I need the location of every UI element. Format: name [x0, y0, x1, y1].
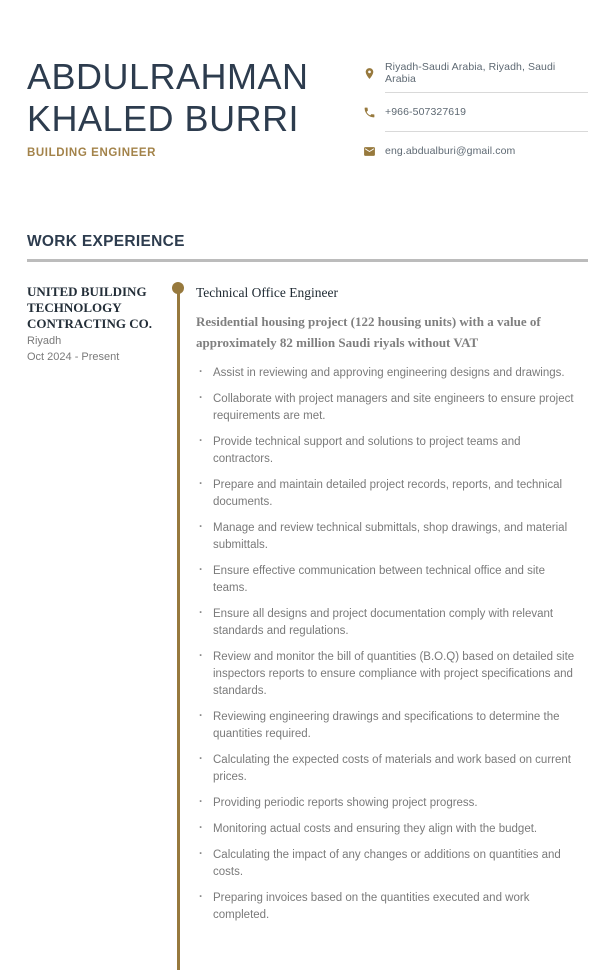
bullet-item: · Provide technical support and solutions to project teams and contractors. [196, 434, 576, 468]
project-summary: Residential housing project (122 housing units) with a value of approximately 82 million Saudi riyals without VAT [196, 314, 541, 350]
timeline-line [177, 290, 180, 970]
contact-location-text: Riyadh-Saudi Arabia, Riyadh, Saudi Arabia [385, 61, 556, 85]
company-location: Riyadh [27, 335, 62, 347]
bullet-item: · Calculating the expected costs of materials and work based on current prices. [196, 752, 576, 786]
bullet-item: · Monitoring actual costs and ensuring they align with the budget. [196, 821, 576, 838]
company-name: UNITED BUILDING TECHNOLOGY CONTRACTING CO. [27, 284, 152, 331]
bullet-item: · Manage and review technical submittals, shop drawings, and material submittals. [196, 520, 576, 554]
bullet-item: · Ensure all designs and project documentation comply with relevant standards and regulations. [196, 606, 576, 640]
contact-divider [385, 131, 588, 132]
bullet-item: · Providing periodic reports showing project progress. [196, 795, 576, 812]
role-title: Technical Office Engineer [196, 285, 338, 300]
bullet-item: · Review and monitor the bill of quantities (B.O.Q) based on detailed site inspectors reports to ensure compliance with project specifications and standards. [196, 649, 576, 700]
contact-row-phone [362, 97, 588, 127]
job-title: BUILDING ENGINEER [27, 147, 157, 159]
person-name: ABDULRAHMAN KHALED BURRI [27, 56, 309, 139]
bullet-item: · Preparing invoices based on the quantities executed and work completed. [196, 890, 576, 924]
experience-entry-detail [196, 285, 576, 933]
bullet-item: · Calculating the impact of any changes or additions on quantities and costs. [196, 847, 576, 881]
bullet-item: · Ensure effective communication between technical office and site teams. [196, 563, 576, 597]
contact-row-email [362, 136, 588, 166]
employment-dates: Oct 2024 - Present [27, 351, 120, 363]
bullet-item: · Collaborate with project managers and site engineers to ensure project requirements are met. [196, 391, 576, 425]
contact-row-location [362, 58, 588, 88]
bullet-item: · Assist in reviewing and approving engineering designs and drawings. [196, 365, 576, 382]
contact-block [362, 58, 588, 166]
bullet-item: · Reviewing engineering drawings and specifications to determine the quantities required. [196, 709, 576, 743]
experience-entry-meta [27, 284, 162, 363]
contact-email-text: eng.abdualburi@gmail.com [385, 145, 516, 157]
location-pin-icon [362, 67, 376, 80]
envelope-icon [362, 145, 376, 158]
phone-icon [362, 106, 376, 119]
section-divider [27, 259, 588, 262]
contact-divider [385, 92, 588, 93]
contact-phone-text: +966-507327619 [385, 106, 467, 118]
bullet-item: · Prepare and maintain detailed project records, reports, and technical documents. [196, 477, 576, 511]
section-title-work-experience: WORK EXPERIENCE [27, 233, 185, 250]
bullet-list [196, 365, 576, 924]
